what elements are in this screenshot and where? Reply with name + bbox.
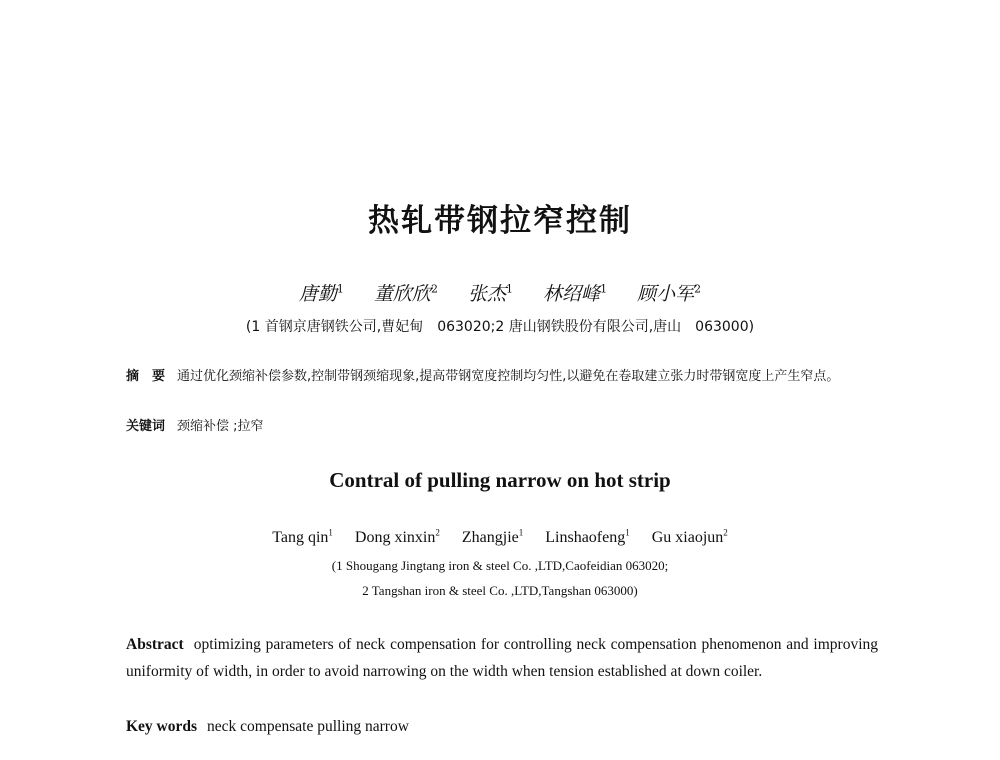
english-keywords-text: neck compensate pulling narrow	[207, 718, 409, 735]
chinese-abstract-label: 摘 要	[126, 369, 166, 384]
english-affiliation-line-1: (1 Shougang Jingtang iron & steel Co. ,LTD,Caofeidian 063020;	[331, 558, 669, 573]
author-name: Linshaofeng	[545, 529, 626, 547]
chinese-author	[468, 283, 513, 305]
author-affiliation-mark: 2	[430, 282, 438, 296]
chinese-keywords-label: 关键词	[126, 419, 166, 434]
author-name: Tang qin	[272, 529, 329, 547]
author-affiliation-mark: 1	[518, 528, 524, 538]
english-author	[272, 529, 333, 546]
author-name: Dong xinxin	[354, 529, 436, 547]
author-name: 林绍峰	[543, 283, 601, 305]
author-affiliation-mark: 1	[506, 282, 513, 296]
chinese-abstract-text: 通过优化颈缩补偿参数,控制带钢颈缩现象,提高带钢宽度控制均匀性,以避免在卷取建立张力时带钢宽度上产生窄点。	[177, 369, 840, 384]
author-affiliation-mark: 1	[600, 282, 608, 296]
author-affiliation-mark: 2	[723, 528, 728, 538]
chinese-author	[299, 283, 344, 305]
author-affiliation-mark: 2	[694, 282, 702, 296]
author-name: 董欣欣	[373, 283, 431, 305]
author-name: 张杰	[467, 283, 506, 305]
chinese-author	[637, 283, 701, 305]
english-author	[545, 529, 629, 546]
chinese-abstract	[126, 366, 878, 388]
author-name: 顾小军	[637, 283, 695, 305]
chinese-author	[374, 283, 438, 305]
author-name: Gu xiaojun	[651, 529, 724, 547]
author-affiliation-mark: 2	[435, 528, 440, 538]
author-affiliation-mark: 1	[328, 528, 333, 538]
chinese-author	[543, 283, 607, 305]
chinese-title: 热轧带钢拉窄控制	[368, 203, 632, 239]
author-affiliation-mark: 1	[625, 528, 630, 538]
english-abstract-text: optimizing parameters of neck compensation for controlling neck compensation phenomenon and improving uniformity of width, in order to avoid narrowing on the width when tension established at down coiler.	[126, 636, 878, 680]
chinese-affiliation: (1 首钢京唐钢铁公司,曹妃甸 063020;2 唐山钢铁股份有限公司,唐山 063000)	[245, 319, 755, 335]
english-keywords	[126, 713, 878, 740]
author-name: 唐勤	[298, 283, 337, 305]
author-name: Zhangjie	[461, 529, 519, 547]
english-abstract	[126, 631, 878, 685]
chinese-author-list	[0, 279, 1000, 306]
chinese-keywords	[126, 416, 878, 438]
english-title: Contral of pulling narrow on hot strip	[329, 468, 671, 492]
english-affiliation-line-2: 2 Tangshan iron & steel Co. ,LTD,Tangshan 063000)	[362, 583, 638, 598]
english-abstract-label: Abstract	[126, 636, 184, 653]
chinese-keywords-text: 颈缩补偿 ;拉窄	[177, 419, 264, 434]
english-author	[652, 529, 728, 546]
english-author	[355, 529, 440, 546]
english-author-list	[0, 528, 1000, 547]
author-affiliation-mark: 1	[336, 282, 344, 296]
english-keywords-label: Key words	[126, 718, 198, 735]
english-author	[462, 529, 523, 546]
